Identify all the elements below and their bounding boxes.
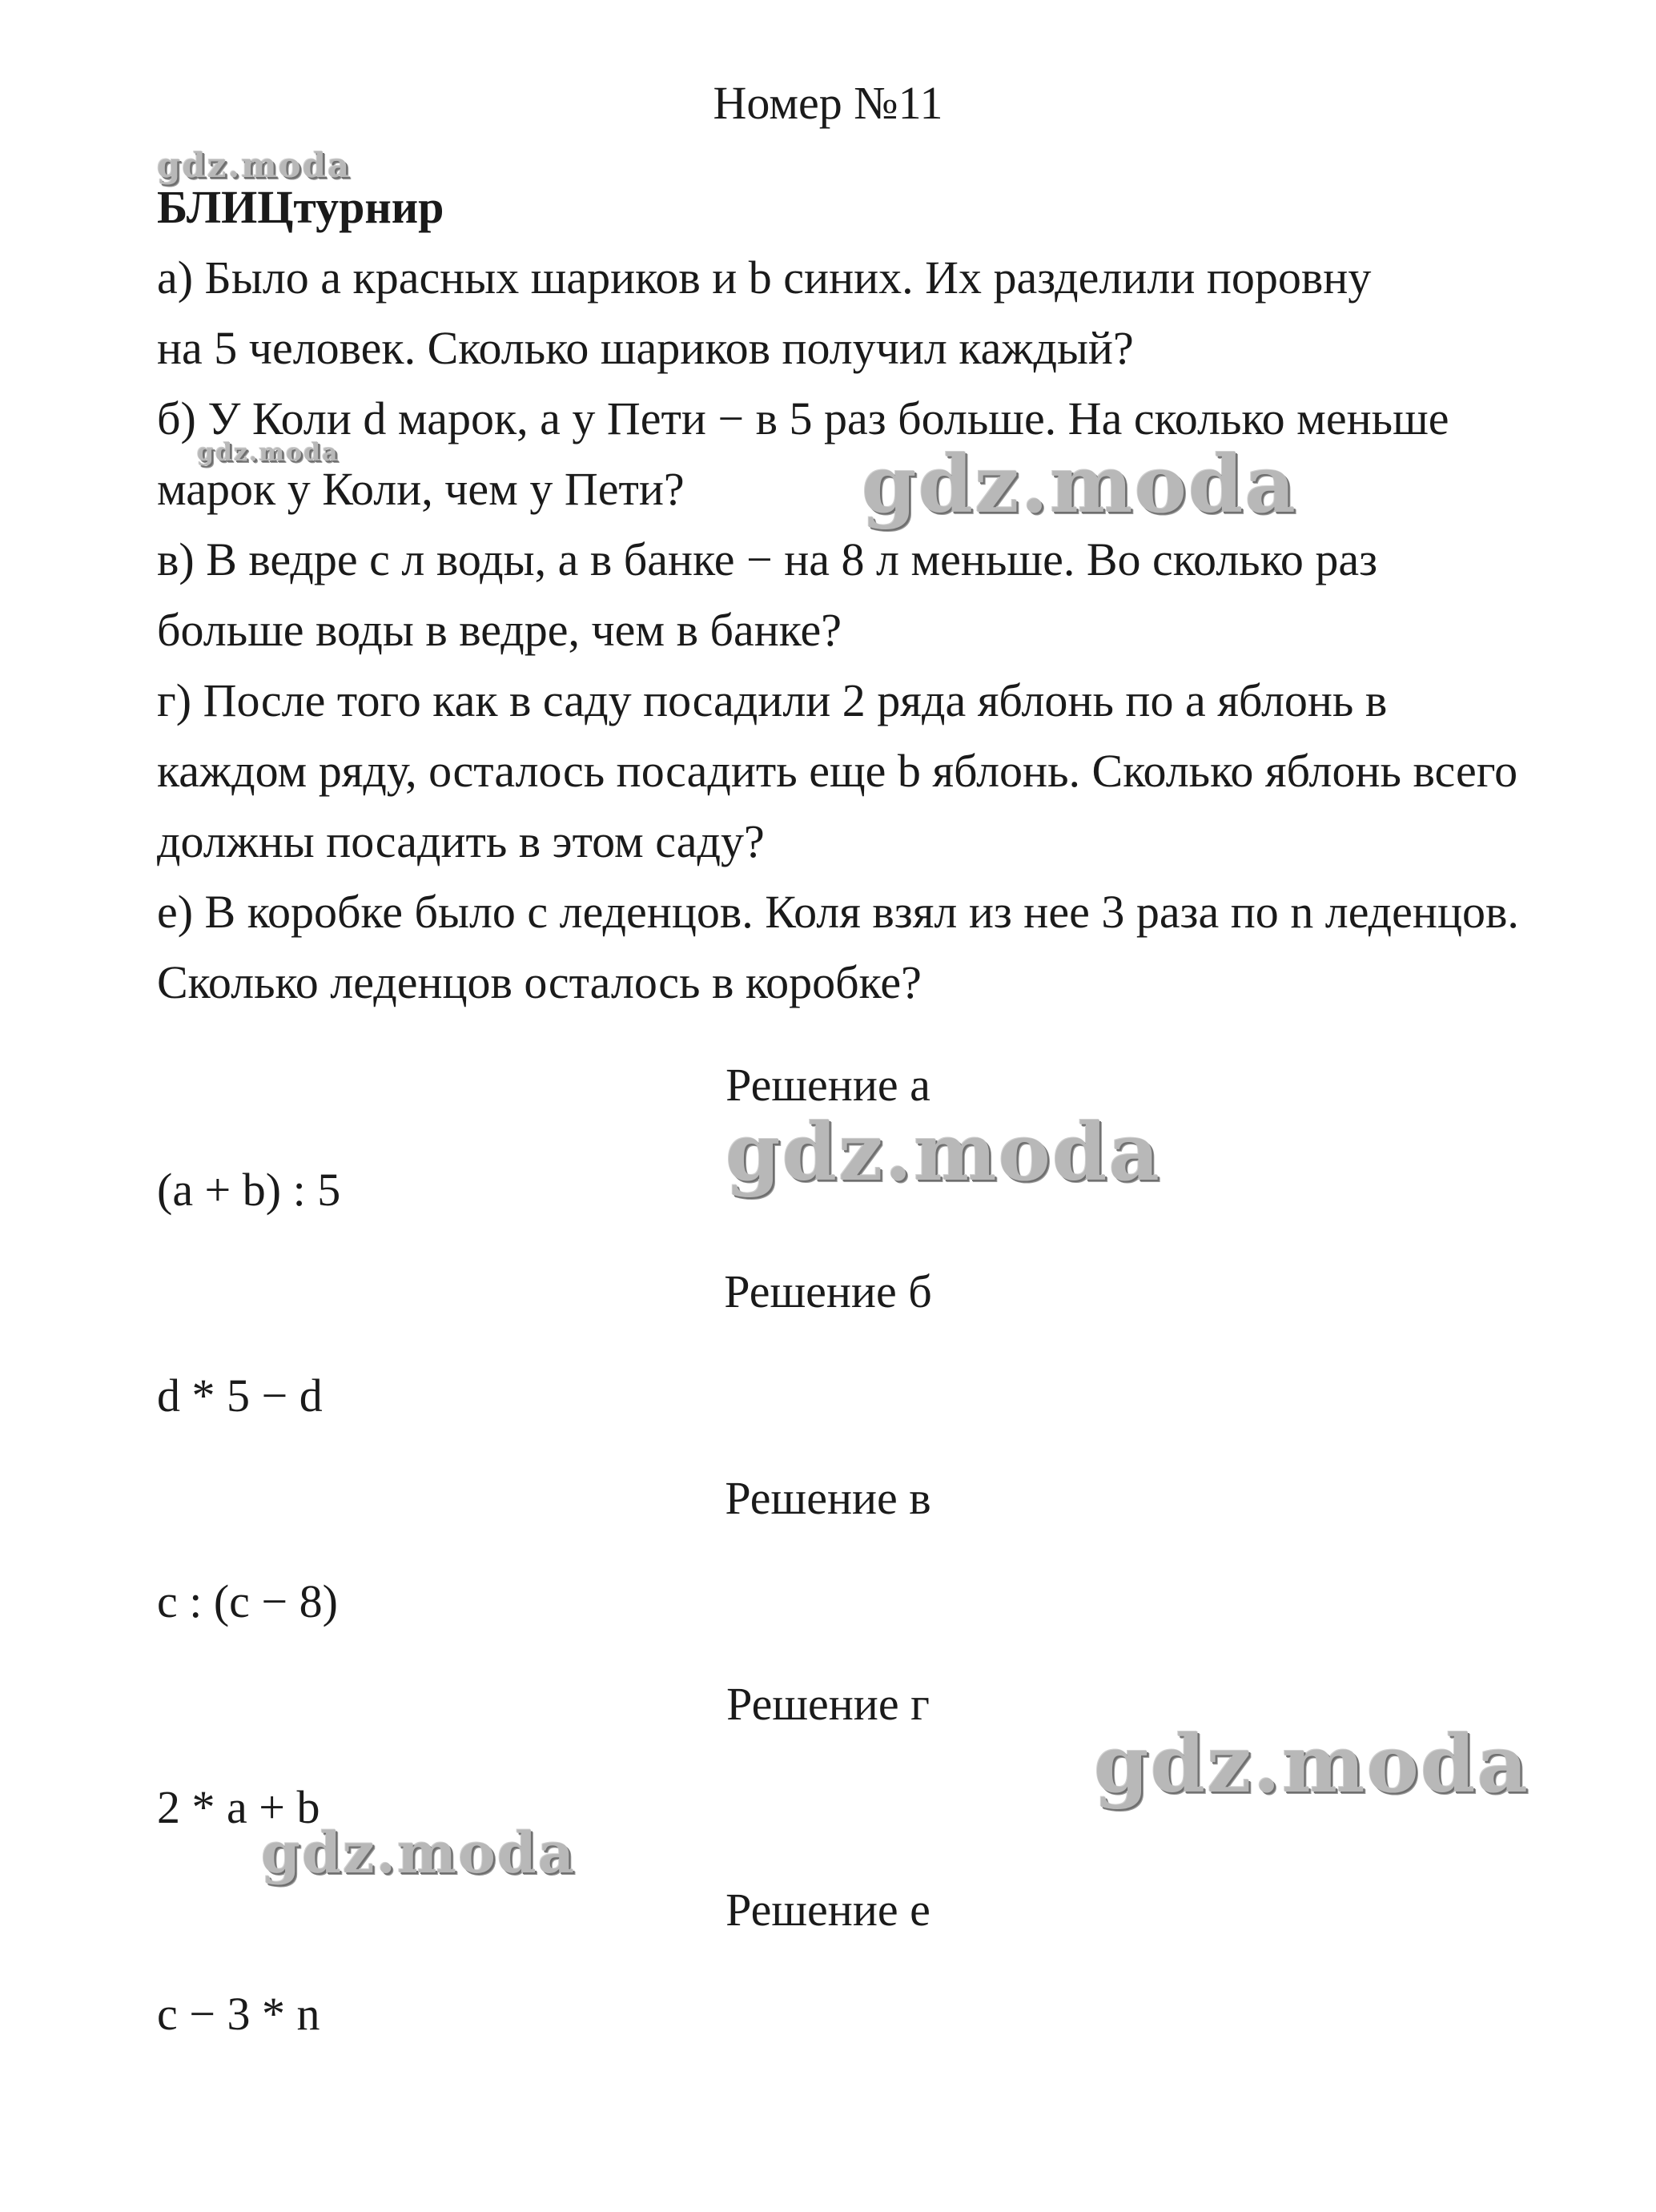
- solution-expression-g: 2 * a + b: [157, 1781, 320, 1833]
- watermark: gdz.moda: [157, 146, 352, 185]
- problem-line: больше воды в ведре, чем в банке?: [157, 604, 842, 656]
- watermark: gdz.moda: [726, 1107, 1161, 1199]
- problem-line: каждом ряду, осталось посадить еще b яблонь. Сколько яблонь всего: [157, 745, 1518, 797]
- solution-expression-a: (a + b) : 5: [157, 1164, 341, 1216]
- solution-expression-b: d * 5 − d: [157, 1369, 323, 1422]
- problem-line: а) Было a красных шариков и b синих. Их разделили поровну: [157, 251, 1372, 304]
- watermark: gdz.moda: [862, 439, 1297, 531]
- problem-line: г) После того как в саду посадили 2 ряда яблонь по a яблонь в: [157, 674, 1388, 726]
- problem-line: должны посадить в этом саду?: [157, 815, 765, 867]
- solution-expression-e: c − 3 * n: [157, 1988, 320, 2040]
- section-subtitle: БЛИЦтурнир: [157, 181, 444, 233]
- solution-heading-b: Решение б: [724, 1265, 932, 1317]
- solution-expression-v: c : (c − 8): [157, 1575, 338, 1627]
- problem-line: в) В ведре с л воды, а в банке − на 8 л меньше. Во сколько раз: [157, 533, 1378, 585]
- solution-heading-a: Решение а: [726, 1059, 930, 1111]
- watermark: gdz.moda: [261, 1820, 577, 1886]
- solution-heading-v: Решение в: [725, 1472, 931, 1524]
- problem-line: на 5 человек. Сколько шариков получил каждый?: [157, 322, 1134, 374]
- problem-line: е) В коробке было с леденцов. Коля взял из нее 3 раза по n леденцов.: [157, 886, 1519, 938]
- solution-heading-e: Решение е: [726, 1884, 930, 1936]
- problem-line: Сколько леденцов осталось в коробке?: [157, 956, 922, 1008]
- watermark: gdz.moda: [1094, 1719, 1529, 1811]
- solution-heading-g: Решение г: [726, 1678, 930, 1730]
- problem-line: б) У Коли d марок, а у Пети − в 5 раз больше. На сколько меньше: [157, 392, 1449, 444]
- page-title: Номер №11: [713, 77, 943, 129]
- watermark: gdz.moda: [197, 439, 340, 467]
- problem-line: марок у Коли, чем у Пети?: [157, 463, 685, 515]
